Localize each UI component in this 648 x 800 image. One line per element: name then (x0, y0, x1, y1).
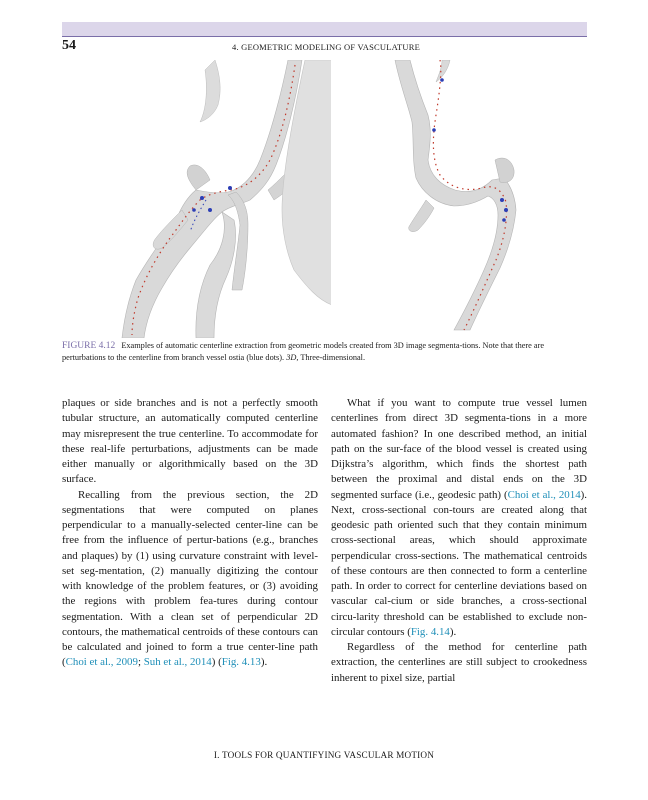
left-panel-vessel-model (122, 60, 332, 338)
right-paragraph-1-text: What if you want to compute true vessel lumen centerlines from direct 3D segmenta-tions in a more automated fashion? In one described method, an initial path on the sur-face of the blood vessel is created using Dijkstra’s algorithm, which finds the shortest path between the proximal and distal ends on the 3D segmented surface (i.e., geodesic path) ( (331, 397, 587, 501)
left-paragraph-2 (62, 488, 318, 671)
centerline-figure (110, 60, 570, 338)
citation-link-choi-2014[interactable]: Choi et al., 2014 (507, 488, 581, 501)
figure-label: FIGURE 4.12 (62, 341, 116, 351)
right-column (331, 396, 587, 686)
right-paragraph-2: Regardless of the method for centerline path extraction, the centerlines are still subject to crookedness inherent to pixel size, partial (331, 641, 587, 684)
right-paragraph-1-end: ). (449, 625, 457, 638)
figure-caption (62, 340, 588, 363)
paren-open: ( (218, 656, 222, 669)
paren-close: ) (211, 656, 216, 669)
figure-link-4-13[interactable]: Fig. 4.13 (221, 656, 261, 669)
right-paragraph-1 (331, 396, 587, 640)
chapter-title: 4. GEOMETRIC MODELING OF VASCULATURE (232, 42, 420, 52)
page-number: 54 (62, 38, 76, 53)
citation-link-suh-2014[interactable]: Suh et al., 2014 (143, 656, 212, 669)
paragraph-end: ). (260, 656, 268, 669)
left-paragraph-1: plaques or side branches and is not a perfectly smooth tubular structure, an automatically computed centerline may misrepresent the true centerline. To accommodate for these real-life perturbations, adjustments can be made either manually or algorithmically based on the 3D surface. (62, 397, 318, 486)
left-paragraph-2-text: Recalling from the previous section, the 2D segmentations that were computed on planes perpendicular to a manually-selected center-line can be free from the influence of pertur-bations (e.g., branches and plaques) by (1) using curvature constraint with level-set seg-mentation, (2) manually digitizing the contour with knowledge of the problem features, or (3) avoiding the regions with problem fea-tures during contour segmentation. With a clean set of perpendicular 2D contours, the mathematical centroids of these contours can be calculated and joined to form a true center-line path ( (62, 488, 318, 669)
footer-section-title: I. TOOLS FOR QUANTIFYING VASCULAR MOTION (213, 750, 435, 760)
right-paragraph-1-text-2: ). Next, cross-sectional con-tours are created along that geodesic path oriented such that they contain minimum cross-sectional areas, which should approximate perpendicular cross-sections. The mathematical centroids of these contours are then connected to form a centerline path. In order to correct for centerline deviations based on vascular cal-cium or side branches, a cross-sectional circu-larity threshold can be established to exclude non-circular contours ( (331, 488, 587, 638)
caption-text: Examples of automatic centerline extraction from geometric models created from 3D image segmenta-tions. Note that there are perturbations to the centerline from branch vessel ostia (blue dots). (62, 341, 545, 362)
header-band (62, 22, 587, 36)
right-panel-vessel-model (395, 60, 516, 330)
caption-abbrev: 3D (286, 353, 297, 362)
citation-link-choi-2009[interactable]: Choi et al., 2009 (65, 656, 138, 669)
header-rule (62, 36, 587, 37)
figure-4-12 (110, 60, 570, 338)
caption-text-end: , Three-dimensional. (296, 353, 366, 362)
left-column (62, 396, 318, 671)
figure-link-4-14[interactable]: Fig. 4.14 (410, 625, 450, 638)
citation-separator: ; (137, 656, 144, 669)
